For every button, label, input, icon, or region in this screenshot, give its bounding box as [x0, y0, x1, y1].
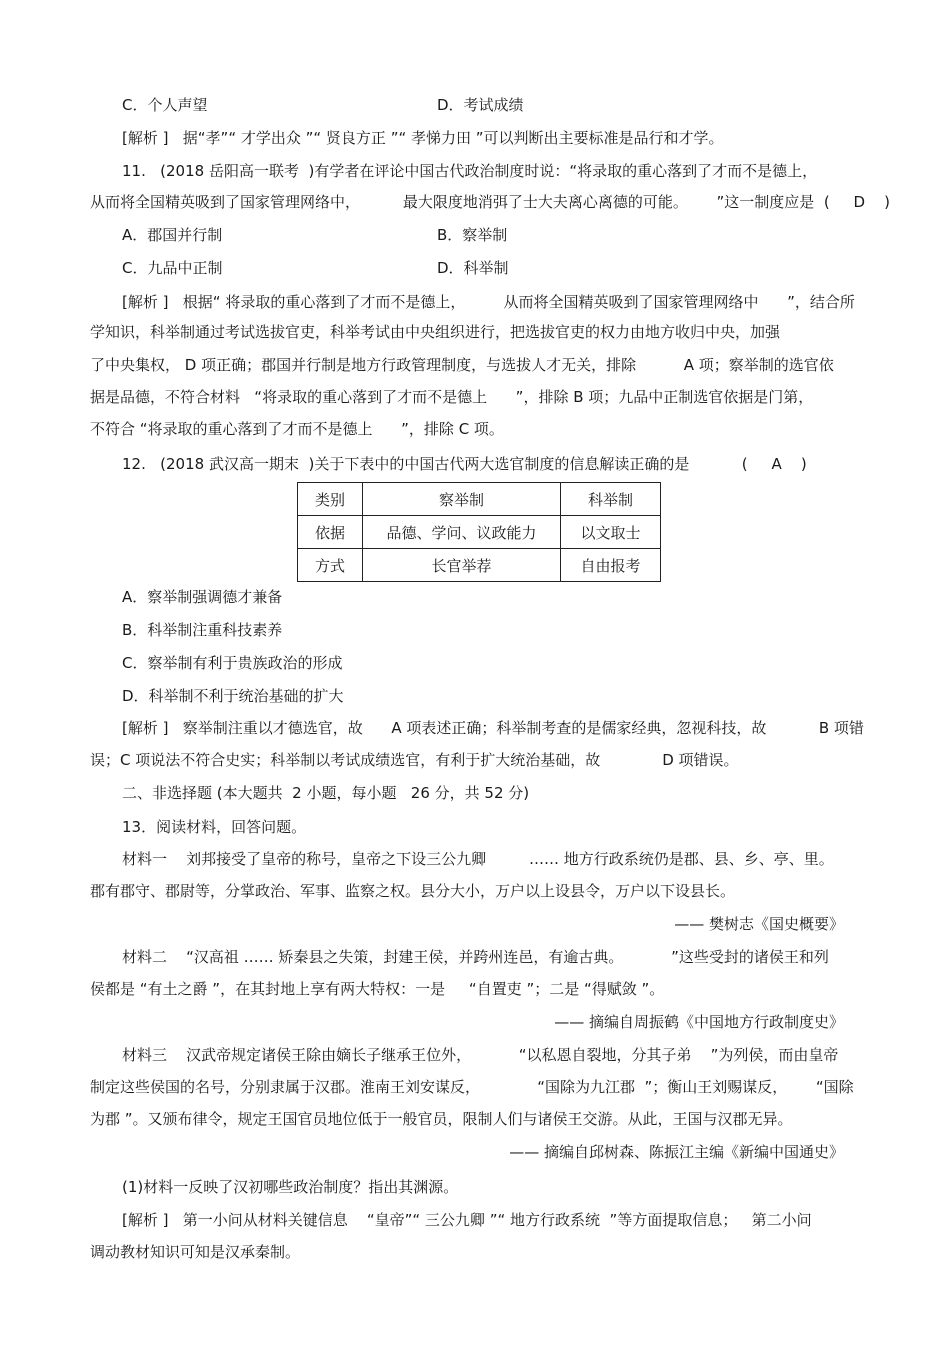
q12-option-a: A．察举制强调德才兼备	[122, 588, 283, 606]
section-heading: 二、非选择题 (本大题共 2 小题，每小题 26 分，共 52 分)	[122, 784, 530, 802]
material-3-line2: 制定这些侯国的名号，分别隶属于汉郡。淮南王刘安谋反， “国除为九江郡 ”；衡山王刘赐谋反， “国除	[90, 1078, 854, 1096]
q11-option-b: B．察举制	[437, 226, 508, 244]
table-cell: 察举制	[363, 483, 561, 516]
table-row	[298, 516, 661, 549]
q11-stem-line1: 11. (2018 岳阳高一联考 )有学者在评论中国古代政治制度时说：“将录取的重心落到了才而不是德上，	[122, 162, 818, 180]
table-cell: 方式	[298, 549, 363, 582]
q12-stem: 12. (2018 武汉高一期末 )关于下表中的中国古代两大选官制度的信息解读正确的是 ( A )	[122, 455, 807, 473]
material-2-line1: 材料二 “汉高祖 …… 矫秦县之失策，封建王侯，并跨州连邑，有逾古典。 ”这些受封的诸侯王和列	[122, 948, 829, 966]
q13-sub1-analysis-line2: 调动教材知识可知是汉承秦制。	[90, 1243, 301, 1261]
q11-analysis-line1: [解析 ] 根据“ 将录取的重心落到了才而不是德上， 从而将全国精英吸到了国家管理网络中 ”，结合所	[122, 293, 855, 311]
q12-option-c: C．察举制有利于贵族政治的形成	[122, 654, 343, 672]
q11-option-d: D．科举制	[437, 259, 509, 277]
table-cell: 依据	[298, 516, 363, 549]
q10-analysis: [解析 ] 据“孝”“ 才学出众 ”“ 贤良方正 ”“ 孝悌力田 ”可以判断出主要标准是品行和才学。	[122, 129, 724, 147]
q12-option-b: B．科举制注重科技素养	[122, 621, 283, 639]
q12-analysis-line2: 误；C 项说法不符合史实；科举制以考试成绩选官，有利于扩大统治基础，故 D 项错误。	[90, 751, 739, 769]
table-cell: 以文取士	[561, 516, 661, 549]
q11-analysis-line2: 学知识，科举制通过考试选拔官吏，科举考试由中央组织进行，把选拔官吏的权力由地方收归中央，加强	[90, 323, 781, 341]
material-2-line2: 侯都是 “有土之爵 ”，在其封地上享有两大特权：一是 “自置吏 ”；二是 “得赋敛 ”。	[90, 980, 665, 998]
table-cell: 品德、学问、议政能力	[363, 516, 561, 549]
q12-comparison-table	[297, 482, 661, 582]
table-cell: 自由报考	[561, 549, 661, 582]
q10-option-d: D．考试成绩	[437, 96, 524, 114]
q11-option-c: C．九品中正制	[122, 259, 223, 277]
q12-analysis-line1: [解析 ] 察举制注重以才德选官，故 A 项表述正确；科举制考查的是儒家经典，忽视科技，故 B 项错	[122, 719, 864, 737]
table-cell: 科举制	[561, 483, 661, 516]
table-row	[298, 549, 661, 582]
material-3-line1: 材料三 汉武帝规定诸侯王除由嫡长子继承王位外， “以私恩自裂地，分其子弟 ”为列侯，而由皇帝	[122, 1046, 839, 1064]
q12-option-d: D．科举制不利于统治基础的扩大	[122, 687, 344, 705]
table-cell: 长官举荐	[363, 549, 561, 582]
material-3-line3: 为郡 ”。又颁布律令，规定王国官员地位低于一般官员，限制人们与诸侯王交游。从此，王国与汉郡无异。	[90, 1110, 793, 1128]
material-1-line1: 材料一 刘邦接受了皇帝的称号，皇帝之下设三公九卿 …… 地方行政系统仍是郡、县、乡、亭、里。	[122, 850, 834, 868]
q11-analysis-line3: 了中央集权， D 项正确；郡国并行制是地方行政管理制度，与选拔人才无关，排除 A 项；察举制的选官依	[90, 356, 834, 374]
q10-option-c: C．个人声望	[122, 96, 208, 114]
q13-subquestion-1: (1)材料一反映了汉初哪些政治制度？指出其渊源。	[122, 1178, 459, 1196]
material-3-source: —— 摘编自邱树森、陈振江主编《新编中国通史》	[509, 1143, 844, 1161]
q11-analysis-line5: 不符合 “将录取的重心落到了才而不是德上 ”，排除 C 项。	[90, 420, 504, 438]
q11-option-a: A．郡国并行制	[122, 226, 223, 244]
material-1-source: —— 樊树志《国史概要》	[674, 915, 844, 933]
q13-stem: 13．阅读材料，回答问题。	[122, 818, 307, 836]
table-row	[298, 483, 661, 516]
table-cell: 类别	[298, 483, 363, 516]
q11-analysis-line4: 据是品德，不符合材料 “将录取的重心落到了才而不是德上 ”，排除 B 项；九品中正制选官依据是门第，	[90, 388, 814, 406]
material-2-source: —— 摘编自周振鹤《中国地方行政制度史》	[554, 1013, 844, 1031]
q13-sub1-analysis-line1: [解析 ] 第一小问从材料关键信息 “皇帝”“ 三公九卿 ”“ 地方行政系统 ”等方面提取信息； 第二小问	[122, 1211, 812, 1229]
q11-stem-line2: 从而将全国精英吸到了国家管理网络中， 最大限度地消弭了士大夫离心离德的可能。 ”这一制度应是 ( D )	[90, 193, 890, 211]
material-1-line2: 郡有郡守、郡尉等，分掌政治、军事、监察之权。县分大小，万户以上设县令，万户以下设县长。	[90, 882, 736, 900]
